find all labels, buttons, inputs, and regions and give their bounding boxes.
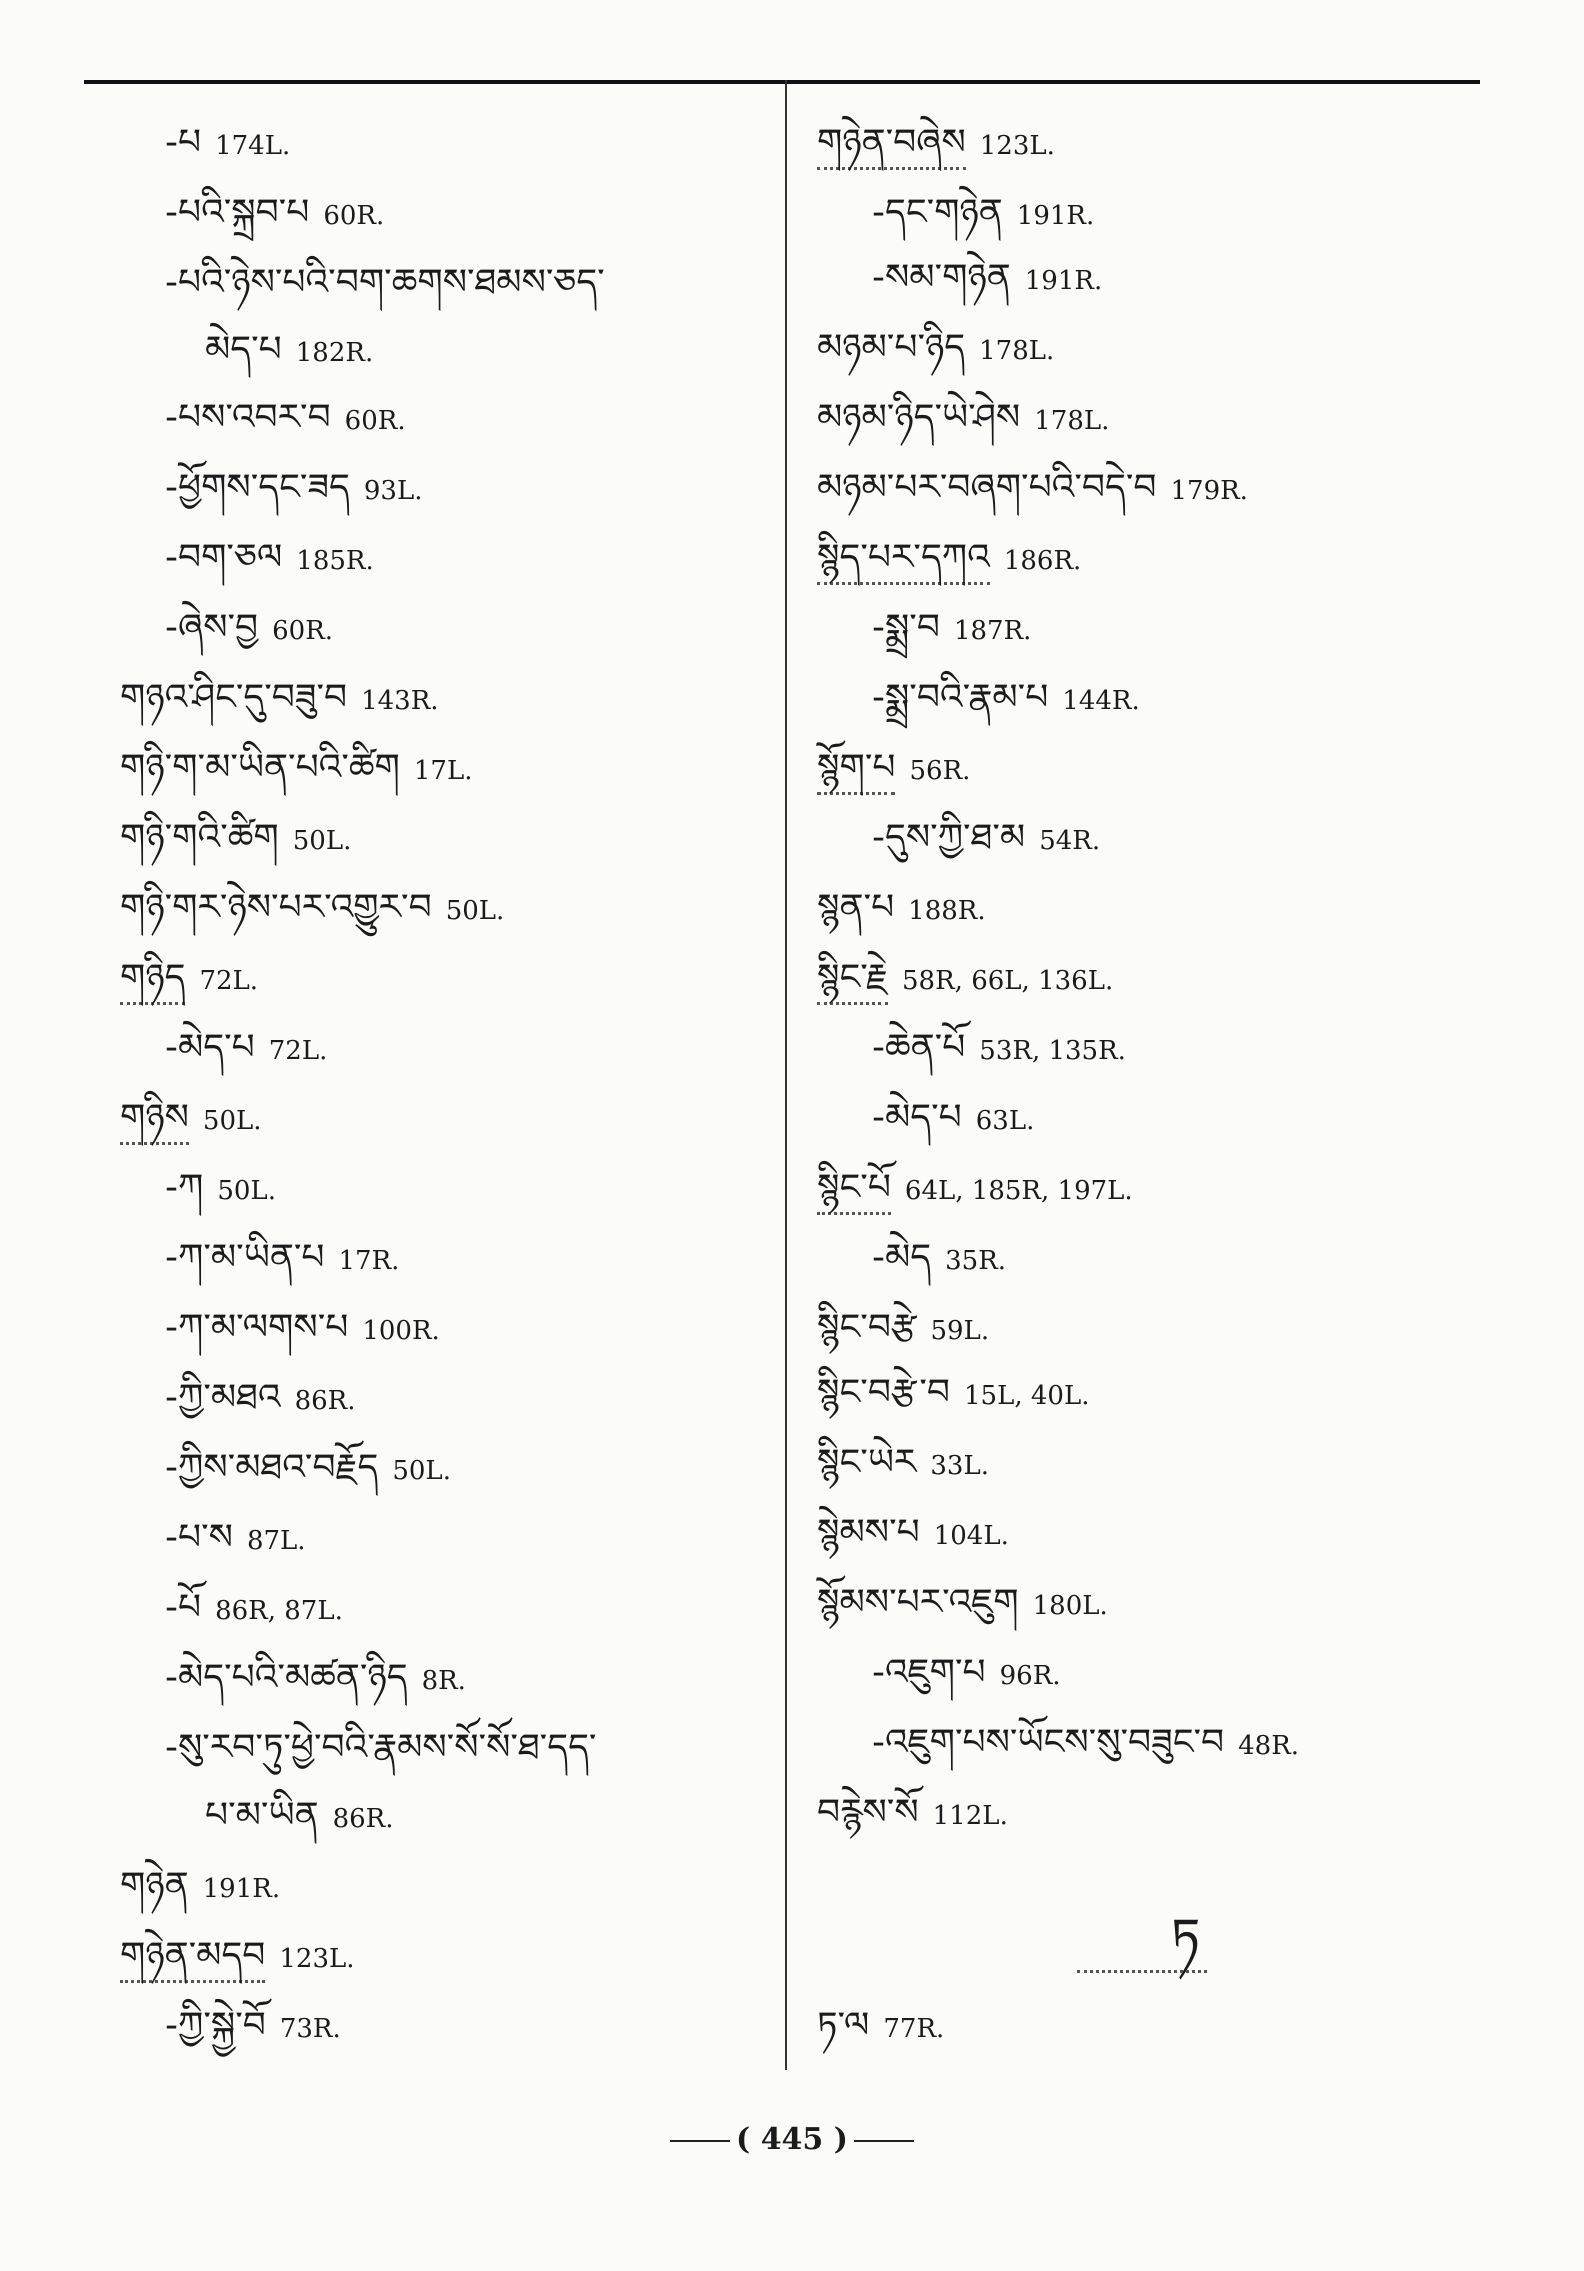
index-entry: -བག་ཅལ 185R. [165,537,374,578]
index-entry: གཉི་གའི་ཚིག 50L. [120,817,352,858]
index-entry: གཉིས 50L. [120,1100,262,1136]
index-entry: -པས་འབར་བ 60R. [165,397,406,438]
column-divider [785,80,787,2070]
index-entry: མཉམ་ཉིད་ཡེ་ཤེས 178L. [817,397,1110,438]
index-entry: -མེད་པ 63L. [872,1097,1035,1138]
index-entry: -ཞེས་བྱ 60R. [165,607,334,648]
index-entry: -དང་གཉེན 191R. [872,192,1095,233]
index-entry: གཉེན 191R. [120,1865,281,1906]
index-entry: པ་མ་ཡིན 86R. [205,1795,394,1836]
index-entry: -ཕྱོགས་དང་ཟད 93L. [165,467,423,508]
index-entry: -ཀྱི་སྐྱེ་བོ 73R. [165,2005,341,2046]
page-number: ( 445 ) [0,2122,1584,2157]
section-letter: ཏ [1170,1908,1201,1968]
index-entry: གཉའ་ཤིང་དུ་བཟུ་བ 143R. [120,677,439,718]
index-entry: -དུས་ཀྱི་ཐ་མ 54R. [872,817,1101,858]
index-entry: གཉེན་མདབ 123L. [120,1938,355,1974]
index-entry: མཉམ་པ་ཉིད 178L. [817,327,1055,368]
index-entry: -འཇུག་པས་ཡོངས་སུ་བཟུང་བ 48R. [872,1722,1300,1763]
index-entry: -པའི་ཉེས་པའི་བག་ཆགས་ཐམས་ཅད་ [165,262,605,303]
index-entry: -སམ་གཉེན 191R. [872,257,1103,298]
index-entry: ཏ་ལ 77R. [817,2005,945,2046]
top-rule [84,80,1480,84]
index-entry: སྙིང་རྗེ 58R, 66L, 136L. [817,960,1113,996]
index-entry: -སྨྲ་བ 187R. [872,607,1032,648]
index-entry: -ཆེན་པོ 53R, 135R. [872,1027,1126,1068]
page-number-rule-right [854,2140,914,2142]
index-entry: -པོ 86R, 87L. [165,1587,343,1628]
index-entry: བརྙེས་སོ 112L. [817,1792,1008,1833]
index-entry: མཉམ་པར་བཞག་པའི་བདེ་བ 179R. [817,467,1248,508]
index-entry: མེད་པ 182R. [205,329,374,370]
index-entry: -པ་ས 87L. [165,1517,306,1558]
index-entry: གཉིད 72L. [120,960,258,996]
section-underline [1077,1970,1207,1973]
index-entry: སྙིང་ཡེར 33L. [817,1442,989,1483]
index-entry: -འཇུག་པ 96R. [872,1652,1061,1693]
index-entry: གཉེན་བཞེས 123L. [817,125,1055,161]
index-entry: -སྨྲ་བའི་རྣམ་པ 144R. [872,677,1140,718]
index-entry: སྙིད་པར་དཀའ 186R. [817,540,1081,576]
index-entry: གཉི་ག་མ་ཡིན་པའི་ཚིག 17L. [120,747,473,788]
index-entry: སྙན་པ 188R. [817,887,986,928]
index-entry: -ཀྱི་མཐའ 86R. [165,1377,356,1418]
index-entry: -པའི་སྐྲབ་པ 60R. [165,192,385,233]
index-entry: སྙོམས་པར་འཇུག 180L. [817,1582,1108,1623]
index-entry: སྙིང་པོ 64L, 185R, 197L. [817,1170,1133,1206]
index-entry: -ཀ་མ་ཡིན་པ 17R. [165,1237,400,1278]
index-entry: -ཀ 50L. [165,1167,276,1208]
index-entry: -ཀ་མ་ལགས་པ 100R. [165,1307,440,1348]
index-entry: -ཀྱིས་མཐའ་བརྗོད 50L. [165,1447,451,1488]
index-entry: གཉི་གར་ཉེས་པར་འགྱུར་བ 50L. [120,887,505,928]
index-entry: སྙེམས་པ 104L. [817,1512,1009,1553]
index-entry: -སུ་རབ་ཏུ་ཕྱེ་བའི་རྣམས་སོ་སོ་ཐ་དད་ [165,1727,597,1768]
index-entry: -མེད་པ 72L. [165,1027,328,1068]
index-entry: སྙིང་བརྩེ 59L. [817,1307,990,1348]
index-entry: སྙོག་པ 56R. [817,750,970,786]
page-number-rule-left [670,2140,730,2142]
index-entry: -མེད་པའི་མཚན་ཉིད 8R. [165,1657,466,1698]
index-entry: སྙིང་བརྩེ་བ 15L, 40L. [817,1372,1090,1413]
index-entry: -པ 174L. [165,122,291,163]
index-entry: -མེད 35R. [872,1237,1007,1278]
